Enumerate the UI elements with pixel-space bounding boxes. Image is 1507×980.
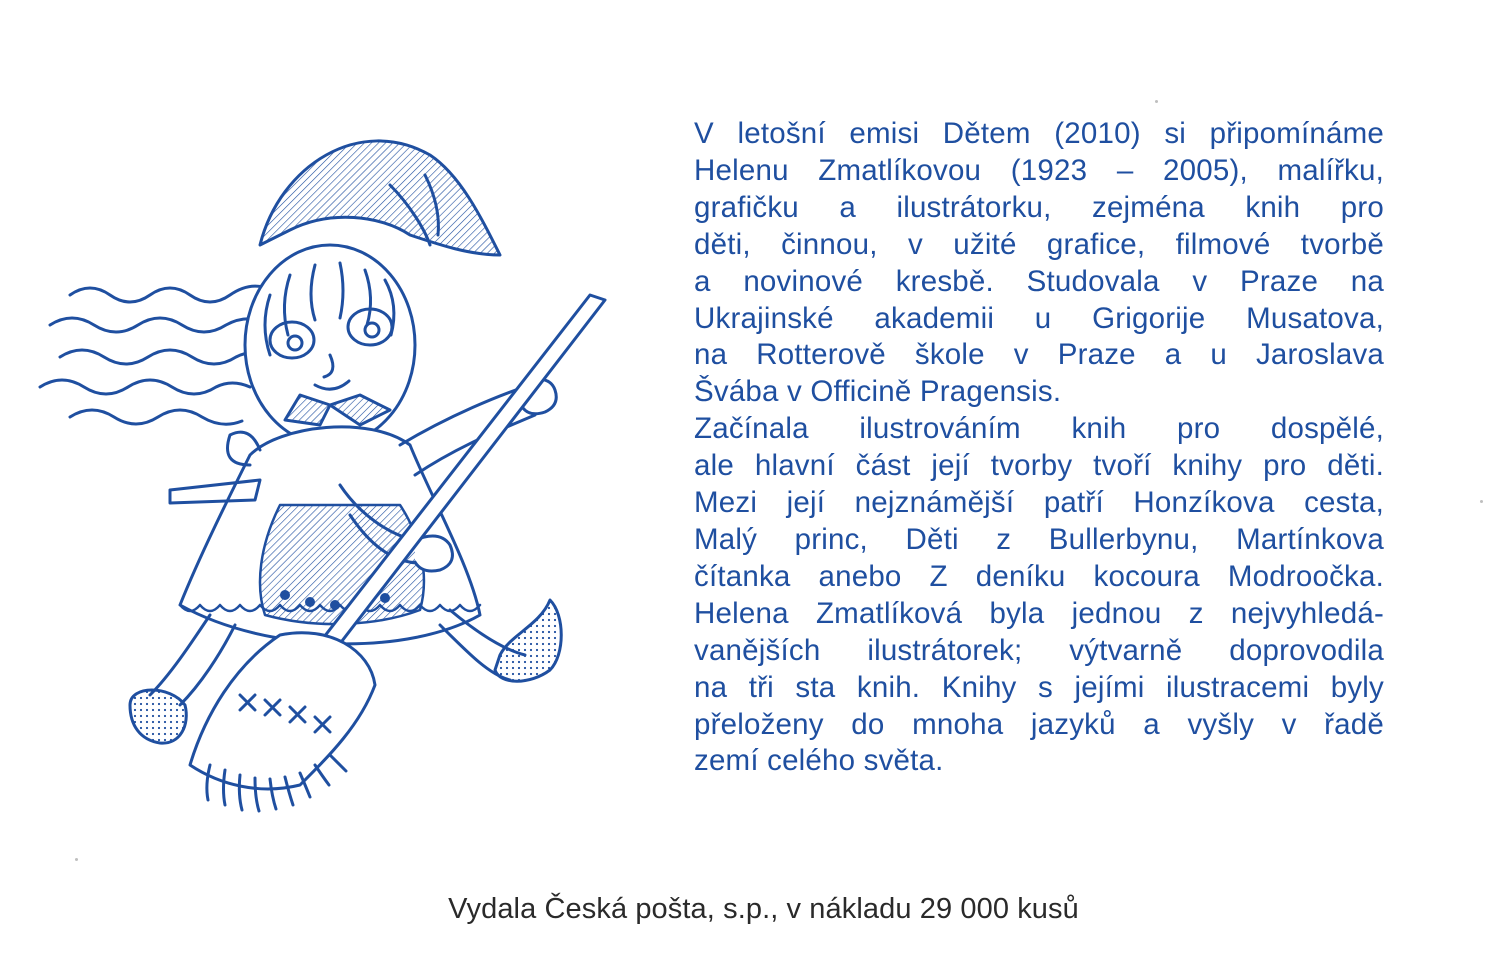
- text-line: zemí celého světa.: [694, 744, 944, 778]
- text-line: grafičku a ilustrátorku, zejména knih pro: [694, 190, 1384, 224]
- hood: [260, 141, 500, 255]
- right-foot: [495, 600, 561, 681]
- text-line: Začínala ilustrováním knih pro dospělé,: [694, 412, 1384, 446]
- text-line: Ukrajinské akademii u Grigorije Musatova,: [694, 301, 1384, 335]
- text-line: a novinové kresbě. Studovala v Praze na: [694, 264, 1384, 298]
- scan-speck: [75, 858, 78, 861]
- girl-sweeping-illustration: [30, 95, 650, 815]
- scan-speck: [1480, 500, 1483, 503]
- text-line: Malý princ, Děti z Bullerbynu, Martínkova: [694, 522, 1384, 556]
- text-line: V letošní emisi Dětem (2010) si připomínáme: [694, 117, 1384, 150]
- text-line: vanějších ilustrátorek; výtvarně doprovodila: [694, 633, 1384, 667]
- publisher-footer: Vydala Česká pošta, s.p., v nákladu 29 000 kusů: [448, 893, 1079, 925]
- text-line: přeloženy do mnoha jazyků a vyšly v řadě: [694, 707, 1384, 741]
- text-line: na Rotterově škole v Praze a u Jaroslava: [694, 338, 1384, 372]
- scan-speck: [1155, 100, 1158, 103]
- text-line: Helenu Zmatlíkovou (1923 – 2005), malířku,: [694, 153, 1384, 187]
- text-line: děti, činnou, v užité grafice, filmové tvorbě: [694, 227, 1384, 261]
- hair-waves: [40, 286, 270, 424]
- text-line: Mezi její nejznámější patří Honzíkova cesta,: [694, 486, 1384, 520]
- text-line: ale hlavní část její tvorby tvoří knihy pro děti.: [694, 449, 1384, 483]
- text-line: Helena Zmatlíková byla jednou z nejvyhledá-: [694, 596, 1384, 630]
- text-line: Švába v Officině Pragensis.: [694, 375, 1062, 409]
- text-line: čítanka anebo Z deníku kocoura Modroočka.: [694, 559, 1384, 593]
- left-foot: [130, 690, 186, 743]
- biography-text: [694, 116, 1384, 780]
- text-line: na tři sta knih. Knihy s jejími ilustracemi byly: [694, 670, 1384, 704]
